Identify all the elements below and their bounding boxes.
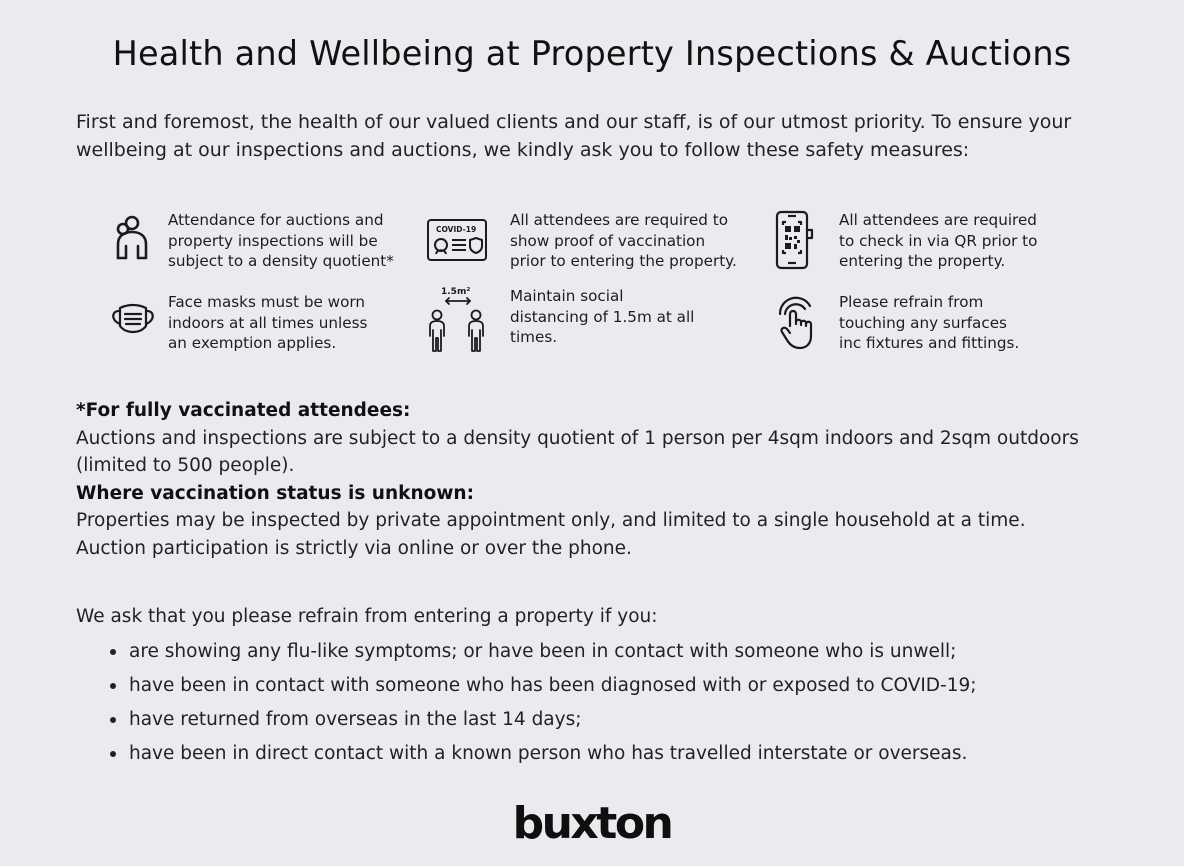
measure-text-line: entering the property. xyxy=(839,252,1006,270)
safety-measures xyxy=(0,0,1184,400)
measure-text-line: to check in via QR prior to xyxy=(839,231,1038,250)
measure-face-masks xyxy=(108,292,367,354)
touch-hand-icon xyxy=(774,292,839,352)
measure-text-line: subject to a density quotient* xyxy=(168,252,394,270)
list-item-text: are showing any flu-like symptoms; or have been in contact with someone who is unwell; xyxy=(129,641,957,662)
intro-line: First and foremost, the health of our valued clients and our staff, is of our utmost priority. To ensure your xyxy=(76,111,1072,133)
measure-text-line: an exemption applies. xyxy=(168,334,337,352)
bullet-icon xyxy=(110,717,116,723)
measure-text-line: Please refrain from xyxy=(839,293,984,311)
measure-text-line: times. xyxy=(510,328,558,346)
measure-social-distancing xyxy=(426,286,694,356)
measure-density xyxy=(110,210,394,272)
covid-label: COVID-19 xyxy=(436,225,477,234)
brand-logo-text: buxton xyxy=(512,798,672,849)
unknown-line: Auction participation is strictly via online or over the phone. xyxy=(76,537,632,559)
covid-certificate-icon xyxy=(426,210,510,264)
bullet-icon xyxy=(110,751,116,757)
measure-text-line: prior to entering the property. xyxy=(510,252,737,270)
measure-text-line: show proof of vaccination xyxy=(510,231,706,250)
refrain-lead: We ask that you please refrain from entering a property if you: xyxy=(76,606,658,627)
refrain-list xyxy=(76,638,1156,774)
measure-text-line: All attendees are required to xyxy=(510,211,729,229)
list-item-text: have been in direct contact with a known person who has travelled interstate or overseas. xyxy=(129,743,968,764)
vaccinated-line: (limited to 500 people). xyxy=(76,455,295,476)
measure-text-line: indoors at all times unless xyxy=(168,313,368,332)
list-item-text: have returned from overseas in the last 14 days; xyxy=(129,709,582,730)
vaccination-rules xyxy=(76,397,1156,562)
list-item xyxy=(76,706,1156,740)
measure-text-line: Attendance for auctions and xyxy=(168,211,384,229)
face-mask-icon xyxy=(108,292,168,340)
bullet-icon xyxy=(110,649,116,655)
measure-no-touching xyxy=(774,292,1019,354)
list-item-text: have been in contact with someone who has been diagnosed with or exposed to COVID-19; xyxy=(129,675,977,696)
list-item xyxy=(76,638,1156,672)
vaccinated-heading: *For fully vaccinated attendees: xyxy=(76,400,411,421)
measure-text-line: Maintain social xyxy=(510,287,624,305)
bullet-icon xyxy=(110,683,116,689)
vaccinated-line: Auctions and inspections are subject to a density quotient of 1 person per 4sqm indoors and 2sqm outdoors xyxy=(76,427,1079,449)
measure-text-line: inc fixtures and fittings. xyxy=(839,334,1020,352)
qr-phone-icon xyxy=(774,210,839,272)
unknown-heading: Where vaccination status is unknown: xyxy=(76,482,474,504)
page-title: Health and Wellbeing at Property Inspections & Auctions xyxy=(112,34,1072,73)
list-item xyxy=(76,672,1156,706)
unknown-line: Properties may be inspected by private appointment only, and limited to a single household at a time. xyxy=(76,510,1026,531)
measure-qr-checkin xyxy=(774,210,1037,272)
social-distancing-icon xyxy=(426,286,510,356)
measure-text-line: distancing of 1.5m at all xyxy=(510,307,695,326)
measure-text-line: property inspections will be xyxy=(168,231,378,250)
measure-vaccination-proof xyxy=(426,210,737,272)
measure-text-line: touching any surfaces xyxy=(839,313,1007,332)
intro-line: wellbeing at our inspections and auctions, we kindly ask you to follow these safety measures: xyxy=(76,139,970,161)
brand-logo xyxy=(0,798,1184,849)
people-group-icon xyxy=(110,210,168,264)
measure-text-line: All attendees are required xyxy=(839,211,1037,229)
distance-label: 1.5m² xyxy=(441,287,471,297)
list-item xyxy=(76,740,1156,774)
measure-text-line: Face masks must be worn xyxy=(168,293,365,311)
